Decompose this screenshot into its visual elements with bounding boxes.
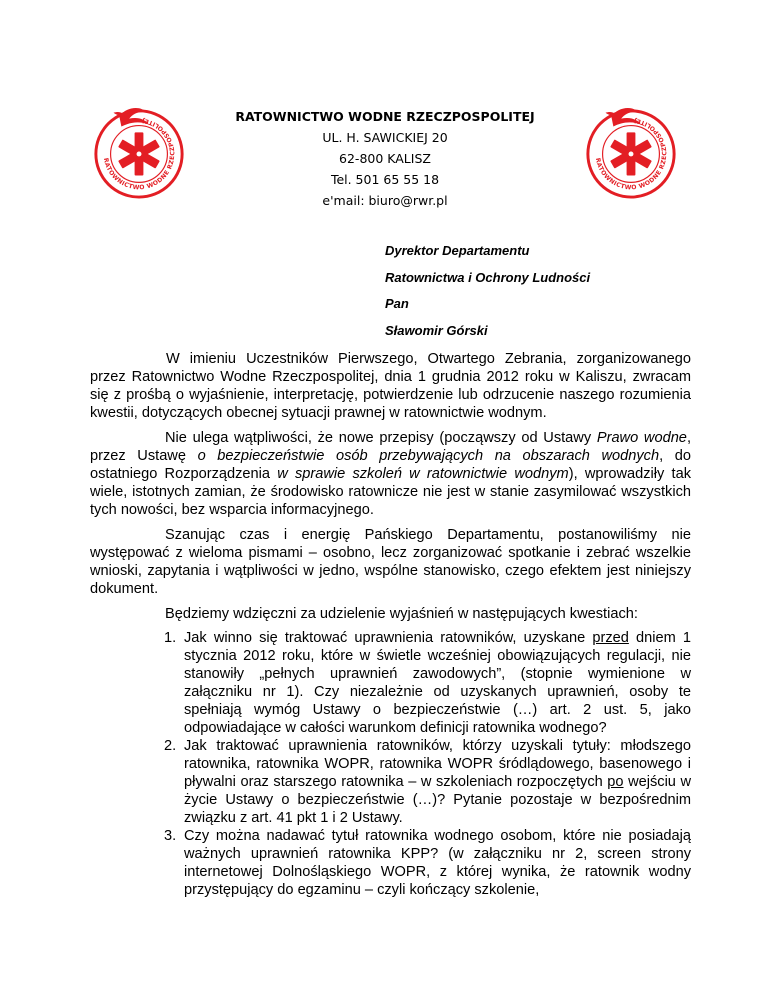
q1-underlined: przed <box>592 630 629 646</box>
addressee-line-1: Dyrektor Departamentu <box>385 243 530 258</box>
question-2 <box>184 737 691 827</box>
questions-list <box>90 629 691 899</box>
logo-right <box>582 103 680 201</box>
p2-text-3: , do ostatniego Rozporządzenia <box>90 448 691 482</box>
p2-text-1: Nie ulega wątpliwości, że nowe przepisy (począwszy od Ustawy <box>165 430 597 446</box>
logo-left <box>90 103 188 201</box>
star-of-life-emblem-icon <box>582 103 680 201</box>
org-email: e'mail: biuro@rwr.pl <box>322 193 448 208</box>
p2-text-2: , przez Ustawę <box>90 430 691 464</box>
p2-italic-2: o bezpieczeństwie osób przebywających na obszarach wodnych <box>197 448 660 464</box>
q1-text-a: Jak winno się traktować uprawnienia ratowników, uzyskane <box>184 630 593 646</box>
logo-ring-text-right: RATOWNICTWO WODNE RZECZPOSPOLITEJ <box>593 116 669 192</box>
org-name: RATOWNICTWO WODNE RZECZPOSPOLITEJ <box>235 109 535 124</box>
p2-text-4: ), wprowadziły tak wiele, istotnych zamian, że środowisko ratownicze nie jest w stanie zasymilować wszystkich tych nowości, bez wsparcia informacyjnego. <box>90 466 691 518</box>
addressee-block <box>385 238 590 344</box>
q2-text-b: wejściu w życie Ustawy o bezpieczeństwie (…)? Pytanie pozostaje w bezpośrednim związku z art. 41 pkt 1 i 2 Ustawy. <box>184 774 692 826</box>
paragraph-3: Szanując czas i energię Pańskiego Departamentu, postanowiliśmy nie występować z wieloma pismami – osobno, lecz zorganizować spotkanie i zebrać wszelkie wnioski, zapytania i wątpliwości w jedno, wspólne stanowisko, czego efektem jest niniejszy dokument. <box>90 527 691 597</box>
org-city: 62-800 KALISZ <box>339 151 431 166</box>
questions-intro: Będziemy wdzięczni za udzielenie wyjaśnień w następujących kwestiach: <box>165 606 638 622</box>
logo-ring-text: RATOWNICTWO WODNE RZECZPOSPOLITEJ <box>101 116 177 192</box>
org-street: UL. H. SAWICKIEJ 20 <box>322 130 448 145</box>
addressee-line-3: Pan <box>385 296 409 311</box>
addressee-line-2: Ratownictwa i Ochrony Ludności <box>385 269 591 285</box>
question-1 <box>184 629 691 737</box>
p2-italic-3: w sprawie szkoleń w ratownictwie wodnym <box>277 466 569 482</box>
p2-italic-1: Prawo wodne <box>596 430 687 446</box>
org-phone: Tel. 501 65 55 18 <box>330 172 440 187</box>
paragraph-1: W imieniu Uczestników Pierwszego, Otwartego Zebrania, zorganizowanego przez Ratownictwo Wodne Rzeczpospolitej, dnia 1 grudnia 2012 roku w Kaliszu, zwracam się z prośbą o wyjaśnienie, interpretację, potwierdzenie lub odrzucenie naszego rozumienia kwestii, dotyczących obecnej sytuacji prawnej w ratownictwie wodnym. <box>90 351 691 421</box>
star-of-life-emblem-icon <box>90 103 188 201</box>
question-3: Czy można nadawać tytuł ratownika wodnego osobom, które nie posiadają ważnych uprawnień ratownika KPP? (w załączniku nr 2, screen strony internetowej Dolnośląskiego WOPR, z której wynika, że ratownik wodny przystępujący do egzaminu – czyli kończący szkolenie, <box>184 828 691 898</box>
letterhead <box>230 106 540 211</box>
letter-body <box>90 350 691 899</box>
q2-underlined: po <box>607 774 624 790</box>
paragraph-2 <box>90 429 691 519</box>
addressee-line-4: Sławomir Górski <box>385 322 488 338</box>
q1-text-b: dniem 1 stycznia 2012 roku, które w świetle wcześniej obowiązujących regulacji, nie stanowiły „pełnych uprawnień zawodowych”, (stopnie wymienione w załączniku nr 1). Czy niezależnie od uzyskanych uprawnień, osoby te spełniają wymóg Ustawy o bezpieczeństwie (…) art. 2 ust. 5, jako odpowiadające w całości warunkom definicji ratownika wodnego? <box>184 630 691 736</box>
q2-text-a: Jak traktować uprawnienia ratowników, którzy uzyskali tytuły: młodszego ratownika, ratownika WOPR, ratownika WOPR śródlądowego, basenowego i pływalni oraz starszego ratownika – w szkoleniach rozpoczętych <box>184 738 691 790</box>
